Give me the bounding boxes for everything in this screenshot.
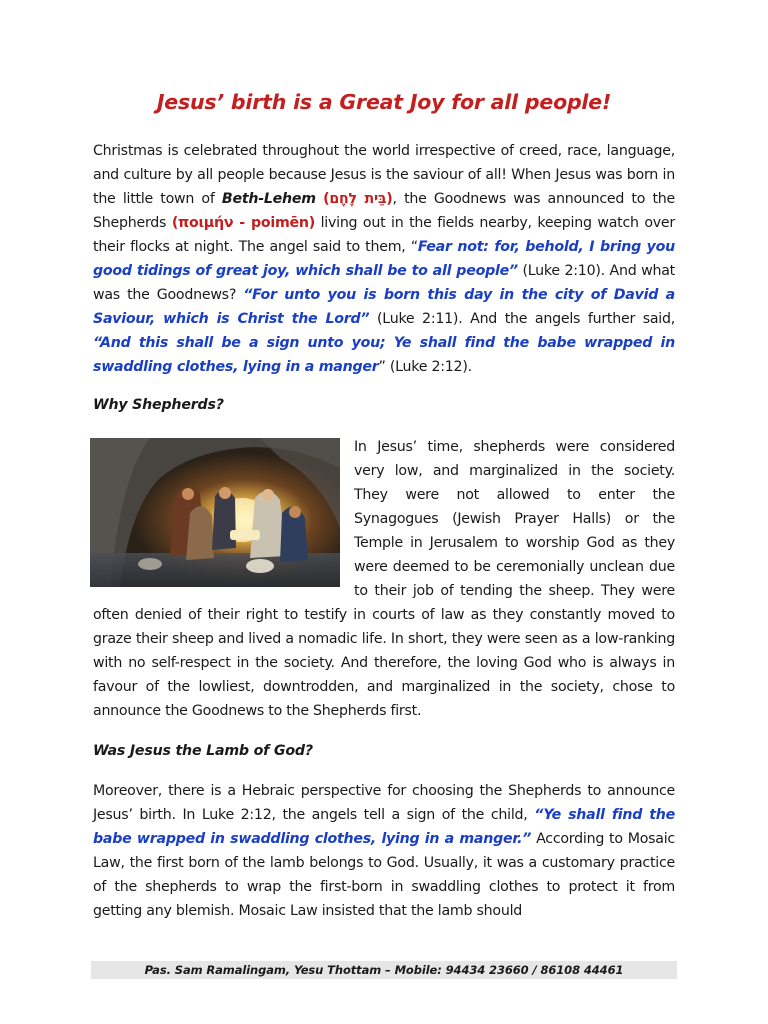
shepherds-text: In Jesus’ time, shepherds were considered very low, and marginalized in the society. They were not allowed to enter the Synagogues (Jewish Prayer Halls) or the Temple in Jerusalem to worship God as they were deemed to be ceremonially unclean due to their job of tending the sheep. They were often denied of their right to testify in courts of law as they constantly moved to graze their sheep and lived a nomadic life. In short, they were seen as a low-ranking with no self-respect in the society. And therefore, the loving God who is always in favour of the lowliest, downtrodden, and marginalized in the society, chose to announce the Goodnews to the Shepherds first. (93, 439, 675, 719)
heading-lamb-of-god: Was Jesus the Lamb of God? (93, 743, 313, 759)
quote-luke-2-11: “For unto you is born this day in the city of David a Saviour, which is Christ the Lord” (93, 287, 675, 327)
lamb-text-2: According to Mosaic Law, the first born of the lamb belongs to God. Usually, it was a customary practice of the shepherds to wrap the first-born in swaddling clothes to protect it from getting any blemish. Mosaic Law insisted that the lamb should (93, 831, 675, 919)
quote-swaddling: “Ye shall find the babe wrapped in swaddling clothes, lying in a manger.” (93, 807, 675, 847)
quote-luke-2-12: “And this shall be a sign unto you; Ye shall find the babe wrapped in swaddling clothes, lying in a manger (93, 335, 675, 375)
intro-text-5: (Luke 2:11). And the angels further said, (369, 311, 675, 327)
lamb-text-1: Moreover, there is a Hebraic perspective for choosing the Shepherds to announce Jesus’ birth. In Luke 2:12, the angels tell a sign of the child, (93, 783, 675, 823)
beth-lehem-name: Beth-Lehem (221, 191, 316, 207)
nativity-image (90, 438, 340, 587)
intro-text-4: (Luke 2:10). And what was the Goodnews? (93, 263, 675, 303)
intro-text-1: Christmas is celebrated throughout the world irrespective of creed, race, language, and culture by all people because Jesus is the saviour of all! When Jesus was born in the little town of (93, 143, 675, 207)
intro-paragraph (93, 139, 675, 379)
nativity-scene-illustration (90, 438, 340, 587)
intro-text-2: , the Goodnews was announced to the Shepherds (93, 191, 676, 231)
shepherds-paragraph (93, 435, 675, 723)
quote-luke-2-10: Fear not: for, behold, I bring you good tidings of great joy, which shall be to all people” (93, 239, 676, 279)
lamb-paragraph (93, 779, 675, 923)
page-title: Jesus’ birth is a Great Joy for all people! (156, 90, 612, 114)
intro-text-3: living out in the fields nearby, keeping watch over their flocks at night. The angel said to them, “ (93, 215, 675, 255)
heading-why-shepherds: Why Shepherds? (93, 397, 224, 413)
footer-contact: Pas. Sam Ramalingam, Yesu Thottam – Mobile: 94434 23660 / 86108 44461 (91, 961, 677, 979)
greek-name: (ποιμήν - poimēn) (171, 215, 315, 231)
hebrew-name: (בֵּית לֶחֶם) (323, 191, 393, 207)
intro-text-6: ” (Luke 2:12). (378, 359, 472, 375)
